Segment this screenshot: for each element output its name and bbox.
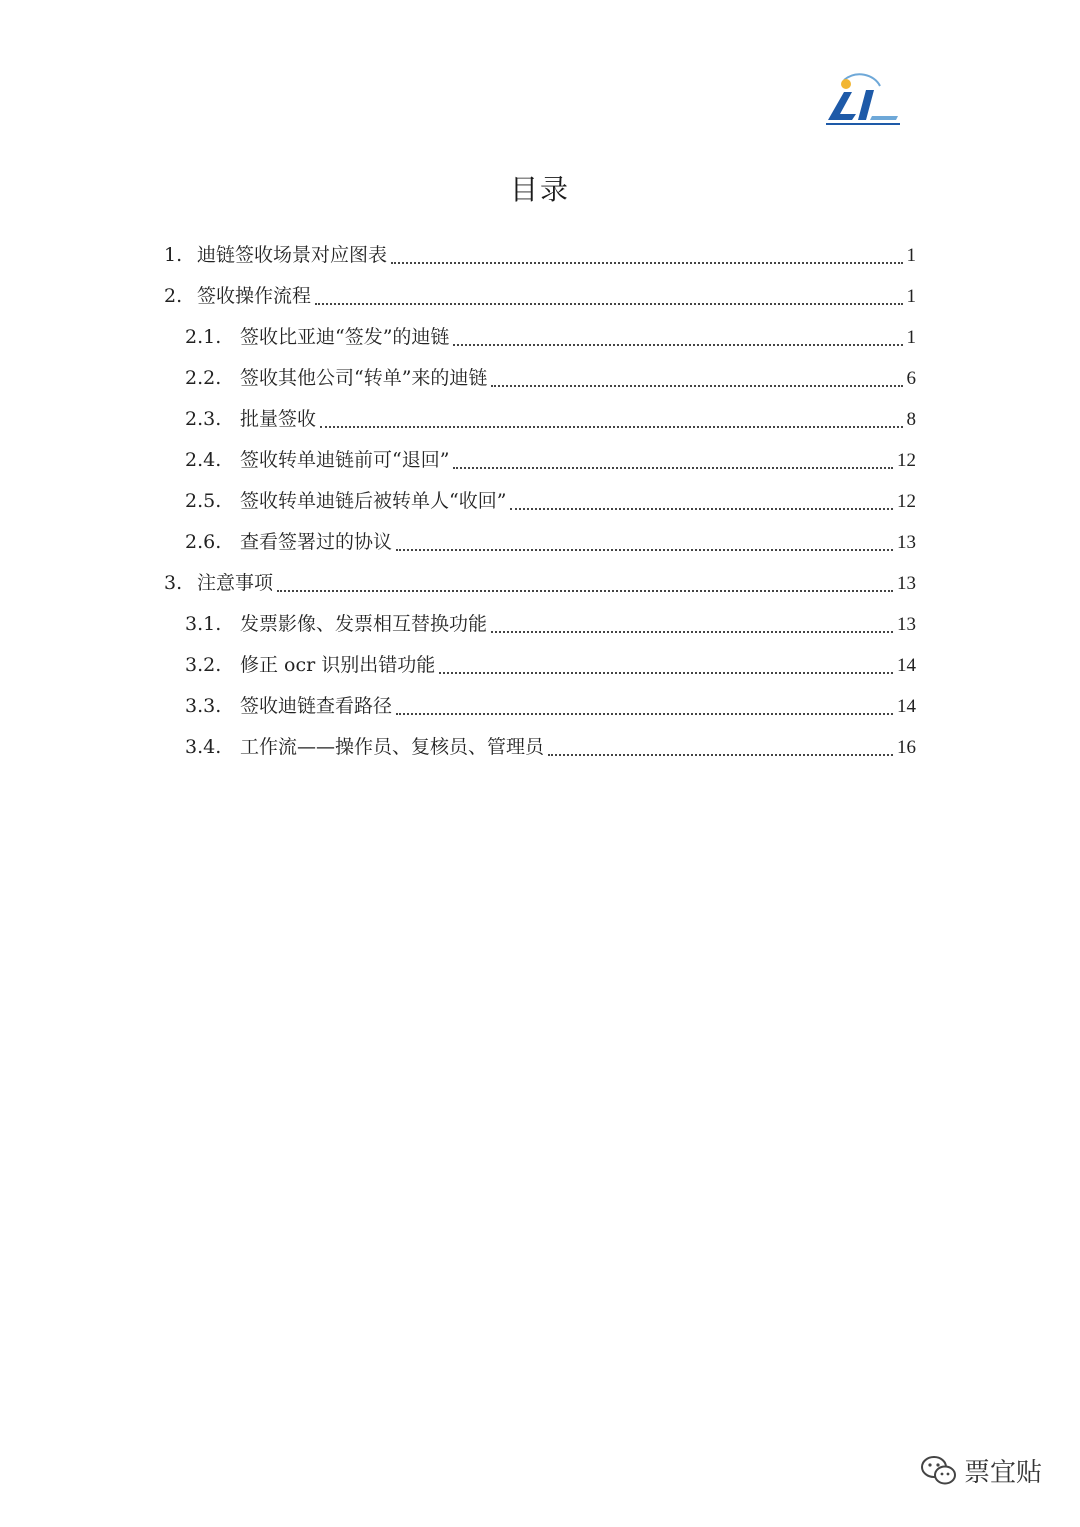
- page-title: 目录: [509, 173, 570, 206]
- toc-entry[interactable]: [185, 486, 916, 516]
- toc-entry[interactable]: [185, 650, 916, 680]
- toc-entry-page: 13: [897, 573, 916, 594]
- toc-entry-title: 签收比亚迪“签发”的迪链: [240, 326, 450, 348]
- toc-entry[interactable]: [185, 609, 916, 639]
- toc-entry-page: 13: [897, 532, 916, 553]
- wechat-icon: [920, 1454, 958, 1488]
- toc-leader-dots: [396, 712, 893, 715]
- toc-entry-page: 12: [897, 491, 916, 512]
- toc-entry-title: 签收其他公司“转单”来的迪链: [240, 367, 488, 389]
- toc-entry-title: 签收转单迪链后被转单人“收回”: [240, 490, 507, 512]
- toc-entry-number: 2.6.: [185, 531, 222, 553]
- toc-entry-page: 8: [906, 409, 916, 430]
- toc-leader-dots: [453, 466, 893, 469]
- watermark: [920, 1452, 1042, 1489]
- toc-entry-number: 2.4.: [185, 449, 222, 471]
- toc-entry-page: 13: [897, 614, 916, 635]
- toc-entry-title: 查看签署过的协议: [240, 531, 393, 553]
- toc-entry[interactable]: [164, 281, 916, 311]
- toc-entry-number: 2.5.: [185, 490, 222, 512]
- watermark-text: 票宜贴: [964, 1458, 1043, 1488]
- toc-entry[interactable]: [185, 445, 916, 475]
- toc-entry-number: 3.4.: [185, 736, 222, 758]
- toc-entry-number: 3.3.: [185, 695, 222, 717]
- toc-entry-page: 1: [906, 245, 916, 266]
- toc-entry-page: 6: [906, 368, 916, 389]
- toc-entry-number: 2.1.: [185, 326, 222, 348]
- toc-entry-title: 签收迪链查看路径: [240, 695, 393, 717]
- toc-leader-dots: [548, 753, 893, 756]
- toc-entry-title: 发票影像、发票相互替换功能: [240, 613, 488, 635]
- toc-entry[interactable]: [164, 568, 916, 598]
- toc-entry-number: 2.: [164, 285, 183, 307]
- toc-leader-dots: [453, 343, 902, 346]
- toc-leader-dots: [277, 589, 893, 592]
- toc-leader-dots: [320, 425, 902, 428]
- toc-leader-dots: [491, 630, 893, 633]
- toc-entry-title: 工作流——操作员、复核员、管理员: [240, 736, 545, 758]
- toc-entry[interactable]: [185, 732, 916, 762]
- company-logo-icon: [822, 72, 902, 128]
- toc-entry-title: 签收操作流程: [197, 285, 312, 307]
- toc-entry-number: 2.2.: [185, 367, 222, 389]
- toc-entry-page: 14: [897, 655, 916, 676]
- toc-entry-number: 3.1.: [185, 613, 222, 635]
- toc-entry-number: 3.2.: [185, 654, 222, 676]
- toc-entry-page: 1: [906, 286, 916, 307]
- toc-entry[interactable]: [185, 691, 916, 721]
- toc-entry-title: 签收转单迪链前可“退回”: [240, 449, 450, 471]
- toc-leader-dots: [396, 548, 893, 551]
- toc-entry[interactable]: [164, 240, 916, 270]
- toc-leader-dots: [439, 671, 893, 674]
- toc-leader-dots: [315, 302, 902, 305]
- toc-entry-page: 16: [897, 737, 916, 758]
- toc-entry-title: 批量签收: [240, 408, 317, 430]
- toc-entry-number: 1.: [164, 244, 183, 266]
- toc-entry-title: 迪链签收场景对应图表: [197, 244, 388, 266]
- toc-entry[interactable]: [185, 363, 916, 393]
- toc-entry-page: 12: [897, 450, 916, 471]
- toc-entry[interactable]: [185, 404, 916, 434]
- toc-entry-title: 修正 ocr 识别出错功能: [240, 654, 436, 676]
- toc-entry-title: 注意事项: [197, 572, 274, 594]
- toc-entry-number: 3.: [164, 572, 183, 594]
- toc-entry-number: 2.3.: [185, 408, 222, 430]
- toc-entry[interactable]: [185, 527, 916, 557]
- toc-entry-page: 1: [906, 327, 916, 348]
- toc-leader-dots: [491, 384, 902, 387]
- toc-entry-page: 14: [897, 696, 916, 717]
- toc-entry[interactable]: [185, 322, 916, 352]
- toc-leader-dots: [391, 261, 902, 264]
- toc-leader-dots: [510, 507, 893, 510]
